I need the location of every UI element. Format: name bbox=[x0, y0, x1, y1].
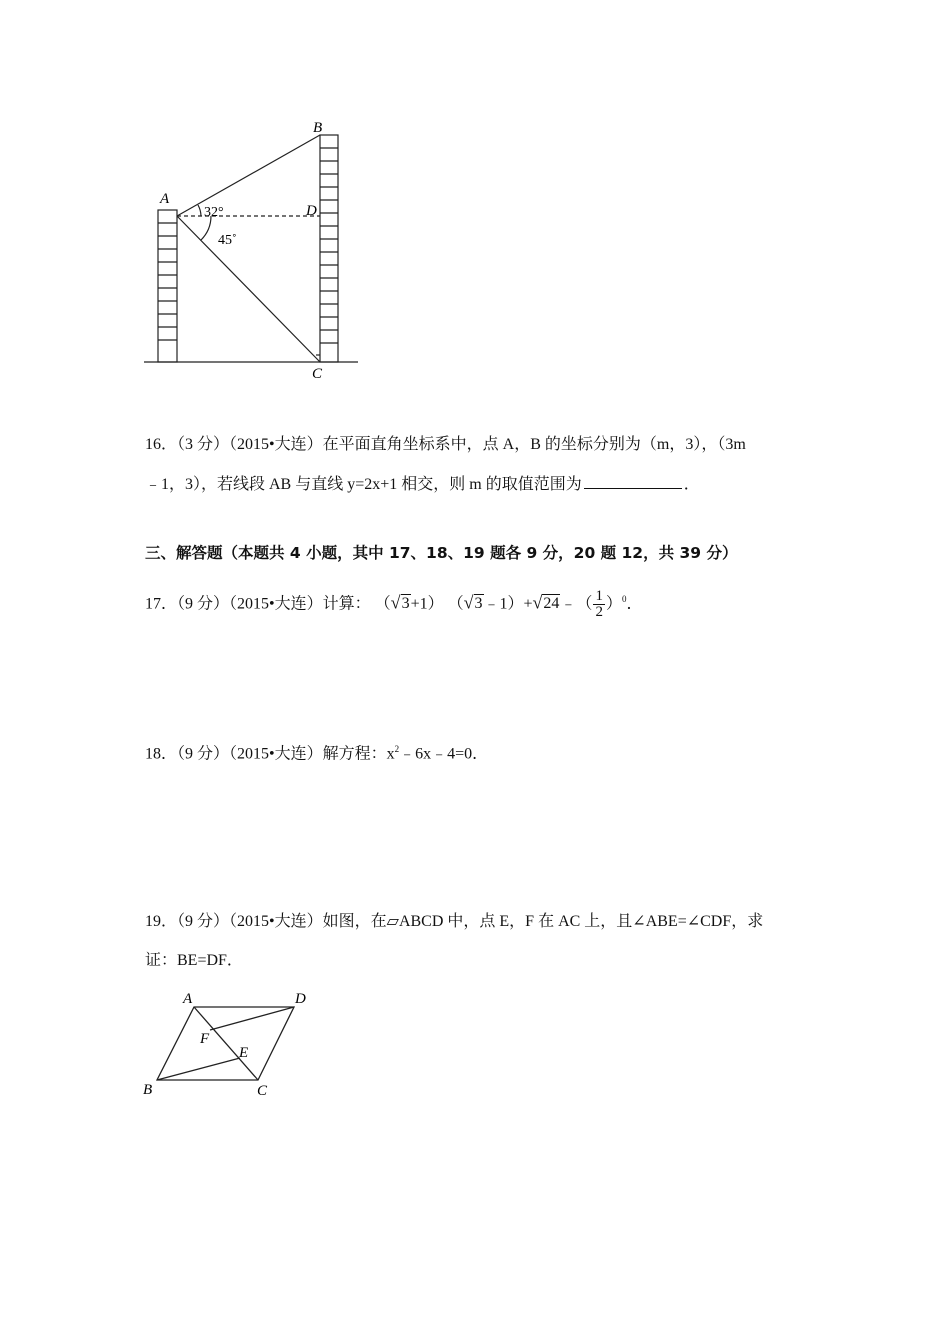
q17-minus2: ﹣（ bbox=[560, 595, 593, 613]
fig2-label-a: A bbox=[183, 991, 193, 1007]
q18-eq-sup: 2 bbox=[394, 744, 400, 754]
figure-buildings bbox=[140, 115, 370, 385]
q18-eq-rest: ﹣6x﹣4=0． bbox=[399, 745, 489, 763]
sqrt-icon: √ bbox=[532, 592, 543, 613]
fig2-label-d: D bbox=[295, 991, 306, 1007]
q19-source: （2015•大连） bbox=[229, 913, 323, 930]
label-c: C bbox=[312, 366, 323, 382]
figure-parallelogram bbox=[140, 988, 320, 1100]
line-ab bbox=[177, 135, 320, 216]
q17-open1: （ bbox=[374, 595, 391, 613]
fig2-label-e: E bbox=[239, 1045, 249, 1061]
q18-number: 18． bbox=[145, 745, 178, 763]
q17-minus1: ﹣1）+ bbox=[483, 595, 533, 613]
q17-frac-num: 1 bbox=[595, 588, 603, 605]
q17-rad1: 3 bbox=[401, 595, 410, 613]
angle-label-45: 45˚ bbox=[218, 233, 237, 248]
q16-end: ． bbox=[683, 476, 700, 493]
q17-fraction bbox=[593, 589, 605, 620]
q18-score: （9 分） bbox=[177, 745, 230, 763]
q17-rad3: 24 bbox=[543, 595, 560, 613]
q17-source: （2015•大连） bbox=[229, 595, 323, 613]
q19-score: （9 分） bbox=[177, 913, 230, 930]
q17-number: 17． bbox=[145, 595, 178, 613]
section-3-title: 三、解答题（本题共 4 小题，其中 17、18、19 题各 9 分，20 题 12，共 39 分） bbox=[145, 544, 738, 562]
label-a: A bbox=[160, 191, 170, 207]
fig2-label-f: F bbox=[200, 1031, 210, 1047]
q17-close: ） bbox=[605, 595, 622, 613]
q17-open2: （ bbox=[447, 595, 464, 613]
q19-line1 bbox=[145, 911, 763, 933]
label-d: D bbox=[306, 203, 317, 219]
right-building bbox=[320, 135, 338, 362]
q16-number: 16． bbox=[145, 436, 178, 453]
q16-source: （2015•大连） bbox=[229, 436, 323, 453]
q16-line2 bbox=[145, 472, 700, 496]
q19-text1: 如图，在▱ABCD 中，点 E，F 在 AC 上，且∠ABE=∠CDF，求 bbox=[322, 913, 764, 930]
right-building-floors bbox=[320, 148, 338, 343]
sqrt-icon: √ bbox=[463, 592, 474, 613]
q16-text2: ﹣1，3），若线段 AB 与直线 y=2x+1 相交，则 m 的取值范围为 bbox=[145, 476, 582, 493]
fig2-label-c: C bbox=[257, 1083, 268, 1099]
angle-arc-32 bbox=[198, 205, 201, 216]
q19-number: 19． bbox=[145, 913, 178, 930]
sqrt-icon: √ bbox=[390, 592, 401, 613]
q17-plus1: +1） bbox=[410, 595, 444, 613]
q18-source: （2015•大连） bbox=[229, 745, 323, 763]
line-ac bbox=[177, 216, 320, 362]
q18-eq-x: x bbox=[386, 745, 395, 763]
q16-text1: 在平面直角坐标系中，点 A，B 的坐标分别为（m，3），（3m bbox=[322, 436, 746, 453]
angle-label-32: 32° bbox=[204, 205, 224, 220]
label-b: B bbox=[313, 120, 323, 136]
q16-score: （3 分） bbox=[177, 436, 230, 453]
left-building-floors bbox=[158, 223, 177, 340]
left-building bbox=[158, 210, 177, 362]
q17-prompt: 计算： bbox=[322, 595, 371, 613]
segment-be bbox=[157, 1058, 240, 1080]
q17-exp: 0 bbox=[621, 594, 627, 604]
fig2-label-b: B bbox=[143, 1082, 153, 1098]
q18-prompt: 解方程： bbox=[322, 745, 387, 763]
q17-line bbox=[145, 588, 642, 620]
q17-end: ． bbox=[626, 595, 643, 613]
q17-score: （9 分） bbox=[177, 595, 230, 613]
q16-line1 bbox=[145, 434, 746, 456]
q16-answer-blank[interactable] bbox=[584, 472, 682, 489]
segment-df bbox=[210, 1007, 294, 1030]
q19-line2 bbox=[145, 950, 243, 972]
q17-frac-den: 2 bbox=[595, 604, 603, 621]
q19-text2: 证：BE=DF． bbox=[145, 952, 243, 969]
q17-rad2: 3 bbox=[474, 595, 483, 613]
q18-line bbox=[145, 738, 488, 765]
